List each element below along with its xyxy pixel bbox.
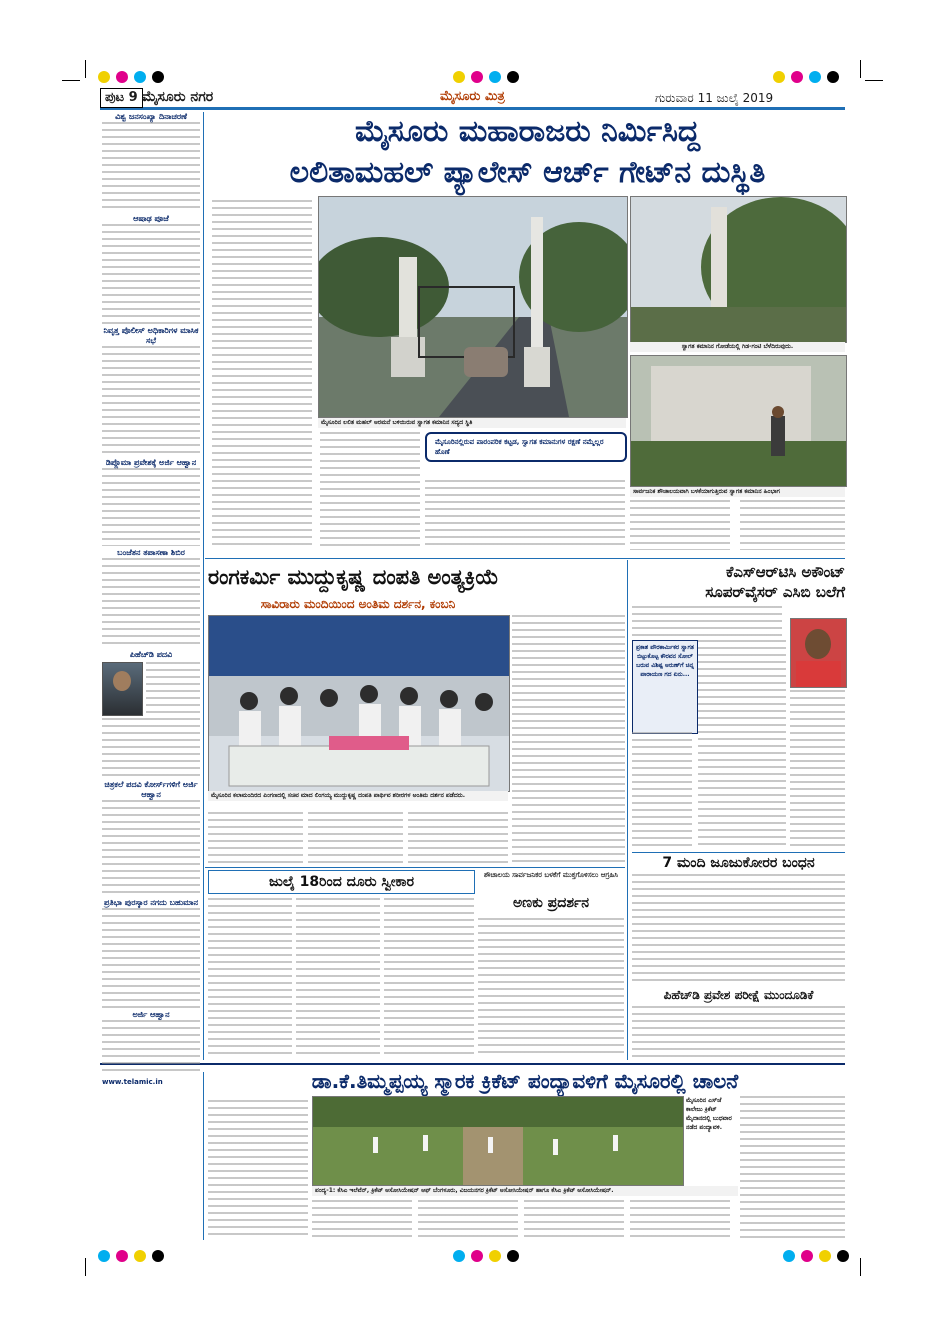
crop-mark [860,1258,861,1276]
crop-mark [85,60,86,78]
photo-arch-gate [318,196,628,418]
brief-heading: ಪ್ರತಿಭಾ ಪುರಸ್ಕಾರ ನಗದು ಬಹುಮಾನ [103,898,199,907]
main-headline-line1: ಮೈಸೂರು ಮಹಾರಾಜರು ನಿರ್ಮಿಸಿದ್ದ [354,114,701,149]
complaints-body [208,898,292,1058]
funeral-body [208,812,303,864]
photo-weeds-on-wall [630,196,847,343]
brief-heading: ನಿವೃತ್ತ ಪೊಲೀಸ್ ಅಧಿಕಾರಿಗಳ ಮಾಸಿಕ ಸಭೆ [103,326,199,345]
main-story-body [212,200,312,550]
protest-kicker: ಶೌಚಾಲಯ ಸಾರ್ವಜನಿಕರ ಬಳಕೆಗೆ ಮುಕ್ತಗೊಳಿಸಲು ಆಗ್ರಹಿಸಿ [484,871,618,879]
acb-headline-line1: ಕೆಎಸ್‌ಆರ್‌ಟಿಸಿ ಅಕೌಂಟ್ [725,563,845,581]
column-rule [627,560,628,1060]
cricket-body [524,1200,624,1240]
brief-heading: ಚಿತ್ರಕಲೆ ಪದವಿ ಕೋರ್ಸ್‌ಗಳಿಗೆ ಅರ್ಜಿ ಆಹ್ವಾನ [104,780,198,799]
brief-body [102,718,200,778]
funeral-body [512,615,625,865]
main-story-body [740,500,845,550]
funeral-subhead: ಸಾವಿರಾರು ಮಂದಿಯಿಂದ ಅಂತಿಮ ದರ್ಶನ, ಕಂಬನಿ [260,597,456,611]
acb-body [632,606,782,636]
registration-dots [780,1247,852,1266]
cricket-body [312,1200,412,1240]
main-headline-line2: ಲಲಿತಾಮಹಲ್ ಪ್ಯಾಲೇಸ್ ಆರ್ಚ್ ಗೇಟ್‌ನ ದುಸ್ಥಿತಿ [289,155,766,190]
brief-body [102,558,200,648]
brief-heading: ಅರ್ಜಿ ಆಹ್ವಾನ [132,1010,170,1019]
crop-mark [85,1258,86,1276]
acb-headline-line2: ಸೂಪರ್‌ವೈಸರ್ ಎಸಿಬಿ ಬಲೆಗೆ [705,583,845,601]
brief-body [102,122,200,212]
acb-body [790,690,845,850]
cricket-body [630,1200,730,1240]
section-rule [100,1063,845,1065]
cricket-side-caption: ಮೈಸೂರಿನ ಎಸ್‌ಜೆ ಕಾಲೇಜು ಕ್ರಿಕೆಟ್ ಮೈದಾನದಲ್ಲಿ ಬುಧವಾರ ನಡೆದ ಪಂದ್ಯಾವಳಿ. [686,1097,732,1131]
complaints-body [296,898,380,1058]
cricket-headline: ಡಾ.ಕೆ.ತಿಮ್ಮಪ್ಪಯ್ಯ ಸ್ಮಾರಕ ಕ್ರಿಕೆಟ್ ಪಂದ್ಯಾವಳಿಗೆ ಮೈಸೂರಲ್ಲಿ ಚಾಲನೆ [311,1069,739,1093]
acb-info-box: ಪ್ರಕಾಶ ಪೌರಕಾರ್ಮಿಕರ ಸ್ವಾಗತ ಬಿಟ್ಟುಕೊಟ್ಟ ಕೌರವನ ಸೋಲ್ ಬರುವ ವಿಶಿಷ್ಟ ಅರುಣ್‌ಗೆ ಚಿನ್ನ ಪಾರಾಯಣ ಗದ ಏನು... [632,640,698,734]
crop-mark [860,60,861,78]
column-rule [203,1072,204,1240]
brief-body [102,346,200,456]
main-photo-caption: ಮೈಸೂರಿನ ಲಲಿತ ಮಹಲ್ ಅರಮನೆ ಬಳಿಯಿರುವ ಸ್ವಾಗತ ಕಮಾನಿನ ಸದ್ಯದ ಸ್ಥಿತಿ [318,418,626,428]
left-briefs-column [102,112,200,1240]
complaints-body [384,898,474,1058]
cricket-body [740,1096,845,1240]
acb-body [632,732,692,850]
photo-funeral [208,615,510,792]
page-number: ಪುಟ 9 [100,88,143,108]
toilet-photo-caption: ಸಾರ್ವಜನಿಕ ಶೌಚಾಲಯವಾಗಿ ಬಳಕೆಯಾಗುತ್ತಿರುವ ಸ್ವಾಗತ ಕಮಾನಿನ ಹಿಂಭಾಗ [630,487,845,497]
funeral-photo-caption: ಮೈಸೂರಿನ ಕಲಾಮಂದಿರದ ಪಿಂಗಣದಲ್ಲಿ ಸಚಿವ ಮಾದ ಲಿಂಗಯ್ಯ ಮುದ್ದುಕೃಷ್ಣ ದಂಪತಿ ಪಾರ್ಥಿವ ಶರೀರಗಳ ಅಂತಿಮ ದರ್ಶನ ಪಡೆದರು. [208,791,508,801]
section-rule [205,558,845,559]
brief-body [146,662,200,714]
masthead: ಮೈಸೂರು ಮಿತ್ರ [440,89,505,104]
brief-body [102,908,200,1008]
cricket-body [418,1200,518,1240]
brief-body [102,224,200,324]
brief-heading: ವಿಶ್ವ ಜನಸಂಖ್ಯಾ ದಿನಾಚರಣೆ [115,112,187,121]
brief-heading: ಆಷಾಢ ಪೂಜೆ [133,214,169,223]
complaints-headline: ಜುಲೈ 18ರಿಂದ ದೂರು ಸ್ವೀಕಾರ [208,870,475,894]
main-story-body [320,432,420,550]
crop-mark [62,80,80,81]
crop-mark [865,80,883,81]
protest-headline: ಅಣಕು ಪ್ರದರ್ಶನ [512,895,590,911]
issue-date: ಗುರುವಾರ 11 ಜುಲೈ 2019 [655,91,774,105]
registration-dots [450,1247,522,1266]
section-title: ಮೈಸೂರು ನಗರ [142,89,214,105]
main-story-body [630,500,730,550]
section-rule [205,867,625,868]
main-story-body [425,480,625,550]
brief-heading: ಪಿಹೆಚ್‌ಡಿ ಪದವಿ [129,650,173,659]
gamblers-headline: 7 ಮಂದಿ ಜೂಜುಕೋರರ ಬಂಧನ [632,852,845,873]
cricket-results: ಪಂದ್ಯ-1: ಕೆಸಿಎ ಇಲೆವೆನ್, ಕ್ರಿಕೆಟ್ ಅಸೋಸಿಯೇಷನ್ ಆಫ್ ಬೆಂಗಳೂರು, ವಿಜಯನಗರ ಕ್ರಿಕೆಟ್ ಅಸೋಸಿಯೇಷನ್ ಹಾಗೂ ಕೆಸಿಎ ಕ್ರಿಕೆಟ್ ಅಸೋಸಿಯೇಷನ್. [312,1186,738,1196]
acb-body [698,640,786,850]
photo-cricket-ground [312,1096,684,1186]
portrait-accused [790,618,847,688]
portrait-photo [102,662,143,716]
funeral-body [408,812,508,864]
phd-headline: ಪಿಹೆಚ್‌ಡಿ ಪ್ರವೇಶ ಪರೀಕ್ಷೆ ಮುಂದೂಡಿಕೆ [663,988,814,1002]
brief-body [102,800,200,896]
photo-toilet-misuse [630,355,847,487]
brief-body [102,1020,200,1076]
weeds-photo-caption: ಸ್ವಾಗತ ಕಮಾನಿನ ಗೋಡೆಯಲ್ಲಿ ಗಿಡ-ಗಂಟಿ ಬೆಳೆದಿರುವುದು. [630,342,845,352]
cricket-body [208,1100,308,1240]
funeral-body [308,812,403,864]
brief-heading: ಬಂಜೆತನ ತಪಾಸಣಾ ಶಿಬಿರ [117,548,185,557]
gamblers-body [632,874,845,984]
funeral-headline: ರಂಗಕರ್ಮಿ ಮುದ್ದುಕೃಷ್ಣ ದಂಪತಿ ಅಂತ್ಯಕ್ರಿಯೆ [208,565,499,589]
column-rule [203,112,204,1060]
phd-body [632,1006,845,1058]
brief-heading: ಡಿಪ್ಲೊಮಾ ಪ್ರವೇಶಕ್ಕೆ ಅರ್ಜಿ ಆಹ್ವಾನ [105,458,197,467]
website-link[interactable]: www.telamic.in [102,1078,163,1086]
pull-quote: ಮೈಸೂರಿನಲ್ಲಿರುವ ಪಾರಂಪರಿಕ ಕಟ್ಟಡ, ಸ್ವಾಗತ ಕಮಾನುಗಳ ರಕ್ಷಣೆ ನಮ್ಮೆಲ್ಲರ ಹೊಣೆ [425,432,627,462]
protest-body [478,918,624,1058]
registration-dots [95,1247,167,1266]
brief-body [102,468,200,546]
